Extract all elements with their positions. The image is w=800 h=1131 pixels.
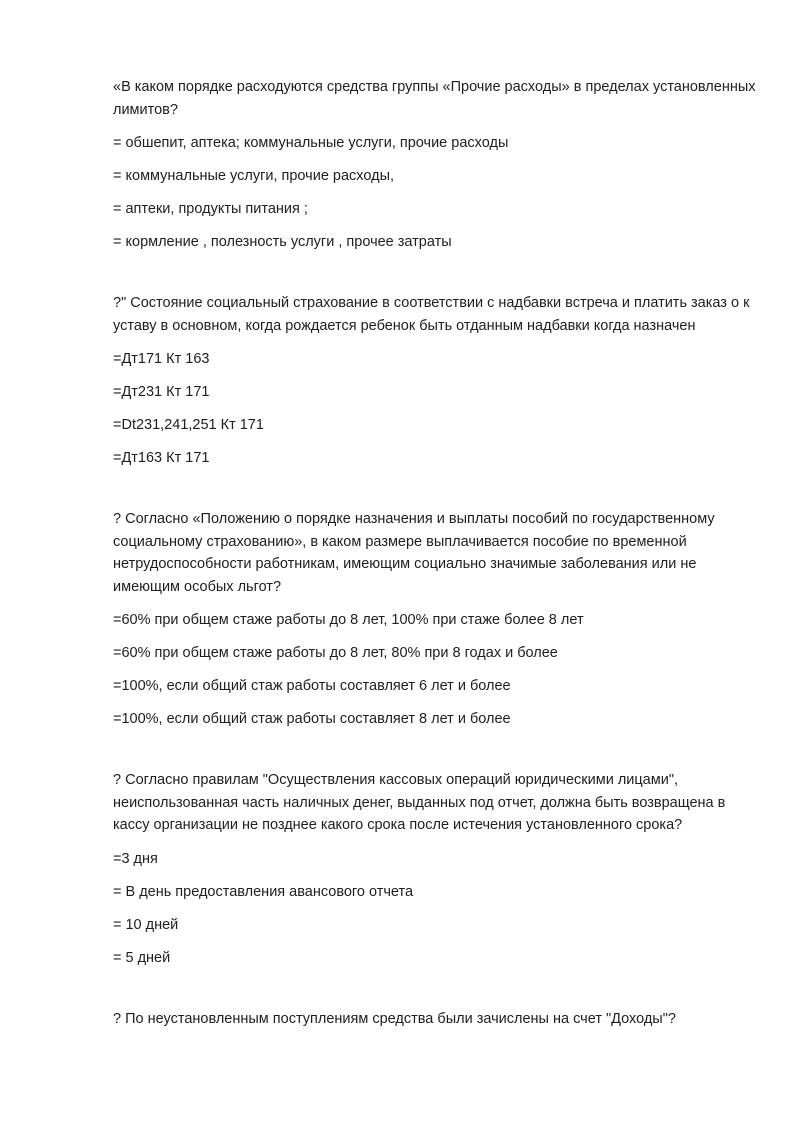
answer-option: =100%, если общий стаж работы составляет 8 лет и более	[113, 711, 511, 727]
question-block-1	[113, 76, 760, 252]
answer-option: =Дт231 Кт 171	[113, 384, 210, 400]
answer-option: = 10 дней	[113, 916, 179, 933]
question-block-5	[113, 1008, 760, 1031]
answer-option: =100%, если общий стаж работы составляет 6 лет и более	[113, 678, 511, 694]
answer-option: =3 дня	[113, 850, 158, 867]
answer-option: =Дт163 Кт 171	[113, 450, 210, 466]
question-text: ? Согласно «Положению о порядке назначения и выплаты пособий по государственному социальному страхованию», в каком размере выплачивается пособие по временной нетрудоспособности работникам, имеющим социально значимые заболевания или не имеющим особых льгот?	[113, 511, 715, 595]
question-block-4	[113, 769, 760, 968]
question-text: «В каком порядке расходуются средства группы «Прочие расходы» в пределах установленных лимитов?	[113, 79, 756, 118]
answer-option: = кормление , полезность услуги , прочее затраты	[113, 234, 452, 250]
question-text: ?" Состояние социальный страхование в соответствии с надбавки встреча и платить заказ о к уставу в основном, когда рождается ребенок быть отданным надбавки когда назначен	[113, 295, 750, 334]
answer-option: = 5 дней	[113, 949, 171, 966]
answer-option: = обшепит, аптека; коммунальные услуги, прочие расходы	[113, 135, 509, 151]
question-text: ? Согласно правилам "Осуществления кассовых операций юридическими лицами", неиспользованная часть наличных денег, выданных под отчет, должна быть возвращена в кассу организации не позднее какого срока после истечения установленного срока?	[113, 772, 726, 833]
answer-option: =Dt231,241,251 Кт 171	[113, 417, 264, 433]
answer-option: = коммунальные услуги, прочие расходы,	[113, 168, 395, 184]
question-block-2	[113, 292, 760, 468]
answer-option: = аптеки, продукты питания ;	[113, 201, 308, 217]
answer-option: =60% при общем стаже работы до 8 лет, 100% при стаже более 8 лет	[113, 612, 584, 628]
answer-option: =60% при общем стаже работы до 8 лет, 80% при 8 годах и более	[113, 645, 558, 661]
question-text: ? По неустановленным поступлениям средства были зачислены на счет "Доходы"?	[113, 1010, 676, 1027]
question-block-3	[113, 508, 760, 729]
answer-option: = В день предоставления авансового отчета	[113, 883, 414, 900]
answer-option: =Дт171 Кт 163	[113, 351, 210, 367]
